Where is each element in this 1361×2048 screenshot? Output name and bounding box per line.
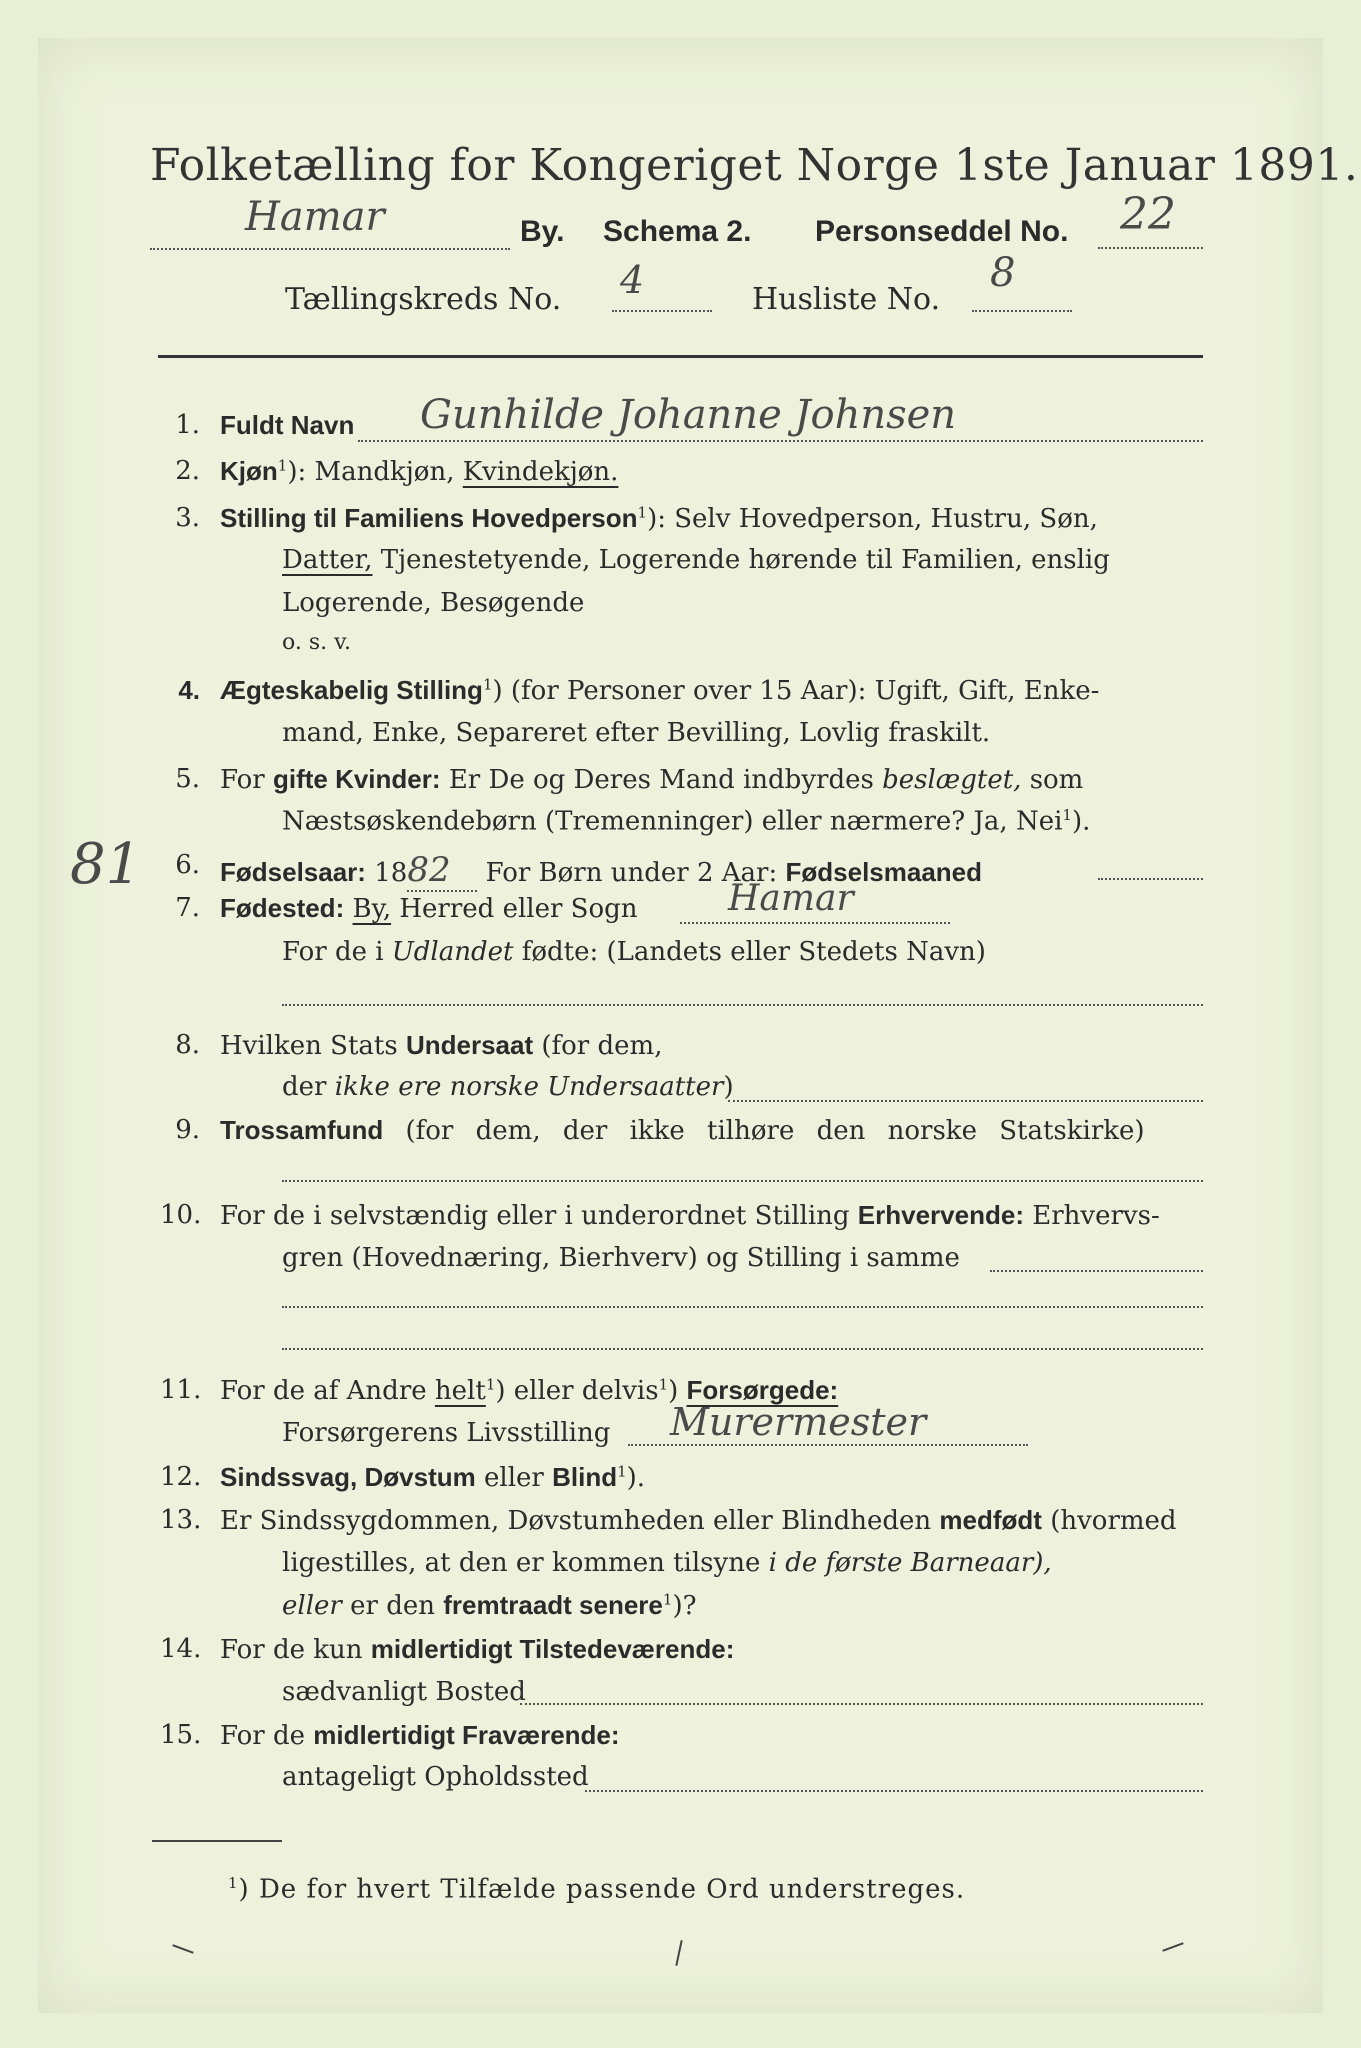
by-label: By. xyxy=(520,215,565,248)
item-13-italic-c: eller xyxy=(282,1591,342,1621)
item-3-line-b xyxy=(282,545,1110,575)
item-3-line-a xyxy=(220,503,1098,534)
footnote-rule xyxy=(152,1840,282,1842)
item-5-text-b: Næstsøskendebørn (Tremenninger) eller nærmere? Ja, Nei xyxy=(282,806,1063,837)
kreds-label: Tællingskreds No. xyxy=(285,282,562,317)
item-4-sup: 1 xyxy=(482,675,493,694)
item-6-label: Fødselsaar: xyxy=(220,857,366,887)
item-2-selected: Kvindekjøn. xyxy=(462,457,619,487)
form-title: Folketælling for Kongeriget Norge 1ste Januar 1891. xyxy=(150,140,1359,191)
item-15-line-b: antageligt Opholdssted xyxy=(282,1762,589,1792)
item-10-text-a2: Erhvervs- xyxy=(1032,1201,1160,1231)
item-5-text-a: Er De og Deres Mand indbyrdes xyxy=(448,765,874,795)
item-11-dotted-line xyxy=(628,1444,1028,1446)
item-11-selected: helt xyxy=(434,1376,486,1406)
margin-note: 81 xyxy=(70,832,142,897)
item-2-sup: 1 xyxy=(277,456,288,475)
schema-label: Schema 2. xyxy=(603,215,752,248)
item-13-line-c xyxy=(282,1590,697,1621)
item-7-number: 7. xyxy=(175,893,200,923)
item-8-italic-b: ikke ere norske Undersaatter xyxy=(334,1072,724,1102)
kreds-no: 4 xyxy=(620,258,645,302)
item-5-sup: 1 xyxy=(1062,806,1072,824)
item-15-label: midlertidigt Fraværende: xyxy=(313,1720,620,1750)
item-8-line-a xyxy=(220,1030,662,1061)
item-13-line-b xyxy=(282,1548,1052,1578)
item-7-dotted-line xyxy=(680,922,950,924)
item-3-selected: Datter, xyxy=(282,545,373,575)
item-5-prefix: For xyxy=(220,765,265,795)
item-4-number: 4. xyxy=(178,675,200,705)
item-2-label: Kjøn xyxy=(220,456,278,486)
item-14-number: 14. xyxy=(160,1634,202,1664)
item-12-line xyxy=(220,1462,645,1493)
item-7-text-b2: fødte: (Landets eller Stedets Navn) xyxy=(521,937,986,967)
item-11-line-b: Forsørgerens Livsstilling xyxy=(282,1418,611,1448)
item-8-text-b1: der xyxy=(282,1072,327,1102)
item-6-dotted-line xyxy=(1098,878,1203,880)
husliste-field xyxy=(972,250,1072,312)
item-14-label: midlertidigt Tilstedeværende: xyxy=(370,1634,735,1664)
item-10-dotted-line-2 xyxy=(282,1306,1203,1308)
item-5-close: ). xyxy=(1071,806,1091,837)
item-4-line-a xyxy=(220,675,1099,706)
item-15-number: 15. xyxy=(160,1720,202,1750)
item-13-text-c2: )? xyxy=(672,1591,697,1621)
paper-sheet xyxy=(38,38,1323,2013)
item-13-label: medfødt xyxy=(939,1505,1042,1535)
item-10-dotted-line-3 xyxy=(282,1348,1203,1350)
item-12-text: eller xyxy=(484,1463,544,1493)
personseddel-field xyxy=(1098,189,1203,249)
item-1-label: Fuldt Navn xyxy=(220,410,355,440)
item-8-text-b2: ) xyxy=(723,1072,734,1102)
item-13-text-a2: (hvormed xyxy=(1050,1506,1177,1536)
item-11-number: 11. xyxy=(160,1375,202,1405)
item-1-value: Gunhilde Johanne Johnsen xyxy=(420,392,957,438)
item-9-label: Trossamfund xyxy=(220,1115,384,1145)
item-9-number: 9. xyxy=(175,1115,200,1145)
item-13-text-c: er den xyxy=(350,1591,435,1621)
item-6-text: For Børn under 2 Aar: xyxy=(485,858,778,888)
item-11-line-a: For de af Andre helt$^1$) eller delvis$^1$) Forsørgede: xyxy=(220,1375,839,1406)
item-4-line-b: mand, Enke, Separeret efter Bevilling, Lovlig fraskilt. xyxy=(282,718,991,748)
item-9-line xyxy=(220,1115,1145,1146)
item-1-dotted-line xyxy=(358,440,1203,442)
item-2-line xyxy=(220,456,618,487)
item-4-text-a: ) (for Personer over 15 Aar): Ugift, Gift, Enke- xyxy=(492,676,1100,706)
item-14-text-a: For de kun xyxy=(220,1635,363,1665)
item-7-italic-b: Udlandet xyxy=(391,937,514,967)
item-12-number: 12. xyxy=(160,1462,202,1492)
city-field xyxy=(150,194,510,250)
item-10-line-a xyxy=(220,1200,1160,1231)
item-2-number: 2. xyxy=(175,456,200,486)
item-15-dotted-line xyxy=(585,1790,1203,1792)
item-3-label: Stilling til Familiens Hovedperson xyxy=(220,503,638,533)
item-11-sup-b: 1 xyxy=(658,1375,669,1394)
item-12-label: Sindssvag, Døvstum xyxy=(220,1462,476,1492)
item-3-line-d: o. s. v. xyxy=(282,630,351,655)
personseddel-label: Personseddel No. xyxy=(815,215,1069,248)
item-7-label: Fødested: xyxy=(220,893,345,923)
item-8-number: 8. xyxy=(175,1030,200,1060)
item-7-dotted-line-2 xyxy=(282,1004,1203,1006)
item-7-text: Herred eller Sogn xyxy=(399,894,638,924)
item-3-text-b: Tjenestetyende, Logerende hørende til Familien, enslig xyxy=(380,545,1110,575)
item-15-text-a: For de xyxy=(220,1721,305,1751)
item-12-label2: Blind xyxy=(552,1462,618,1492)
item-6-line xyxy=(220,850,982,892)
item-3-text-a: ): Selv Hovedperson, Hustru, Søn, xyxy=(647,504,1098,534)
item-14-line-b: sædvanligt Bosted xyxy=(282,1677,526,1707)
item-7-line-b xyxy=(282,937,986,967)
item-5-label: gifte Kvinder: xyxy=(272,764,441,794)
item-10-label: Erhvervende: xyxy=(857,1200,1024,1230)
personseddel-no: 22 xyxy=(1120,189,1176,240)
item-13-text-a: Er Sindssygdommen, Døvstumheden eller Blindheden xyxy=(220,1506,932,1536)
item-5-italic: beslægtet, xyxy=(882,765,1022,795)
item-7-value: Hamar xyxy=(728,878,854,919)
item-4-label: Ægteskabelig Stilling xyxy=(220,675,483,705)
item-9-text: (for dem, der ikke tilhøre den norske Statskirke) xyxy=(405,1116,1145,1146)
item-3-number: 3. xyxy=(175,503,200,533)
item-7-text-b1: For de i xyxy=(282,937,384,967)
item-3-line-c: Logerende, Besøgende xyxy=(282,588,585,618)
item-10-dotted-line-1 xyxy=(990,1270,1203,1272)
husliste-label: Husliste No. xyxy=(752,282,941,317)
item-7-line-a xyxy=(220,893,638,924)
item-6-year-value: 82 xyxy=(407,850,477,892)
item-9-dotted-line xyxy=(282,1180,1203,1182)
item-10-text-a: For de i selvstændig eller i underordnet Stilling xyxy=(220,1201,850,1231)
item-13-italic-b: i de første Barneaar), xyxy=(768,1548,1052,1578)
husliste-no: 8 xyxy=(990,250,1016,296)
item-6-year-prefix: 18 xyxy=(374,858,408,888)
item-10-number: 10. xyxy=(160,1200,202,1230)
item-2-text: ): Mandkjøn, xyxy=(287,457,455,487)
item-11-text-a: For de af Andre xyxy=(220,1376,427,1406)
footnote xyxy=(228,1874,965,1905)
item-11-text-a2: ) eller delvis xyxy=(495,1376,659,1406)
item-13-label-c: fremtraadt senere xyxy=(443,1590,663,1620)
item-14-line-a xyxy=(220,1634,734,1665)
item-1-number: 1. xyxy=(175,410,200,440)
footnote-mark: 1 xyxy=(228,1874,239,1892)
item-14-dotted-line xyxy=(520,1703,1203,1705)
item-12-text2: ). xyxy=(626,1463,646,1493)
item-13-text-b: ligestilles, at den er kommen tilsyne xyxy=(282,1548,761,1578)
item-5-text-a2: som xyxy=(1029,765,1084,795)
item-5-line-b xyxy=(282,806,1090,837)
footnote-text: ) De for hvert Tilfælde passende Ord understreges. xyxy=(238,1874,966,1905)
item-11-label: Forsørgede: xyxy=(686,1375,839,1405)
item-12-sup: 1 xyxy=(617,1462,627,1481)
item-8-dotted-line xyxy=(728,1100,1203,1102)
item-13-line-a xyxy=(220,1505,1177,1536)
item-13-sup: 1 xyxy=(662,1590,673,1609)
item-11-sup-a: 1 xyxy=(485,1375,496,1394)
item-13-number: 13. xyxy=(160,1505,202,1535)
item-15-line-a xyxy=(220,1720,620,1751)
city-handwritten: Hamar xyxy=(245,194,385,240)
item-6-label2: Fødselsmaaned xyxy=(785,857,983,887)
item-7-selected: By, xyxy=(352,894,392,924)
item-8-text-a2: (for dem, xyxy=(541,1031,663,1061)
kreds-field xyxy=(612,258,712,312)
item-10-line-b: gren (Hovednæring, Bierhverv) og Stilling i samme xyxy=(282,1243,960,1273)
item-8-text-a: Hvilken Stats xyxy=(220,1031,398,1061)
item-8-line-b xyxy=(282,1072,734,1102)
item-11-value: Murermester xyxy=(670,1400,927,1444)
item-5-line-a xyxy=(220,764,1083,795)
item-6-number: 6. xyxy=(175,850,200,880)
header-rule xyxy=(158,355,1203,358)
item-5-number: 5. xyxy=(175,764,200,794)
item-3-sup: 1 xyxy=(637,503,648,522)
item-8-label: Undersaat xyxy=(405,1030,534,1060)
